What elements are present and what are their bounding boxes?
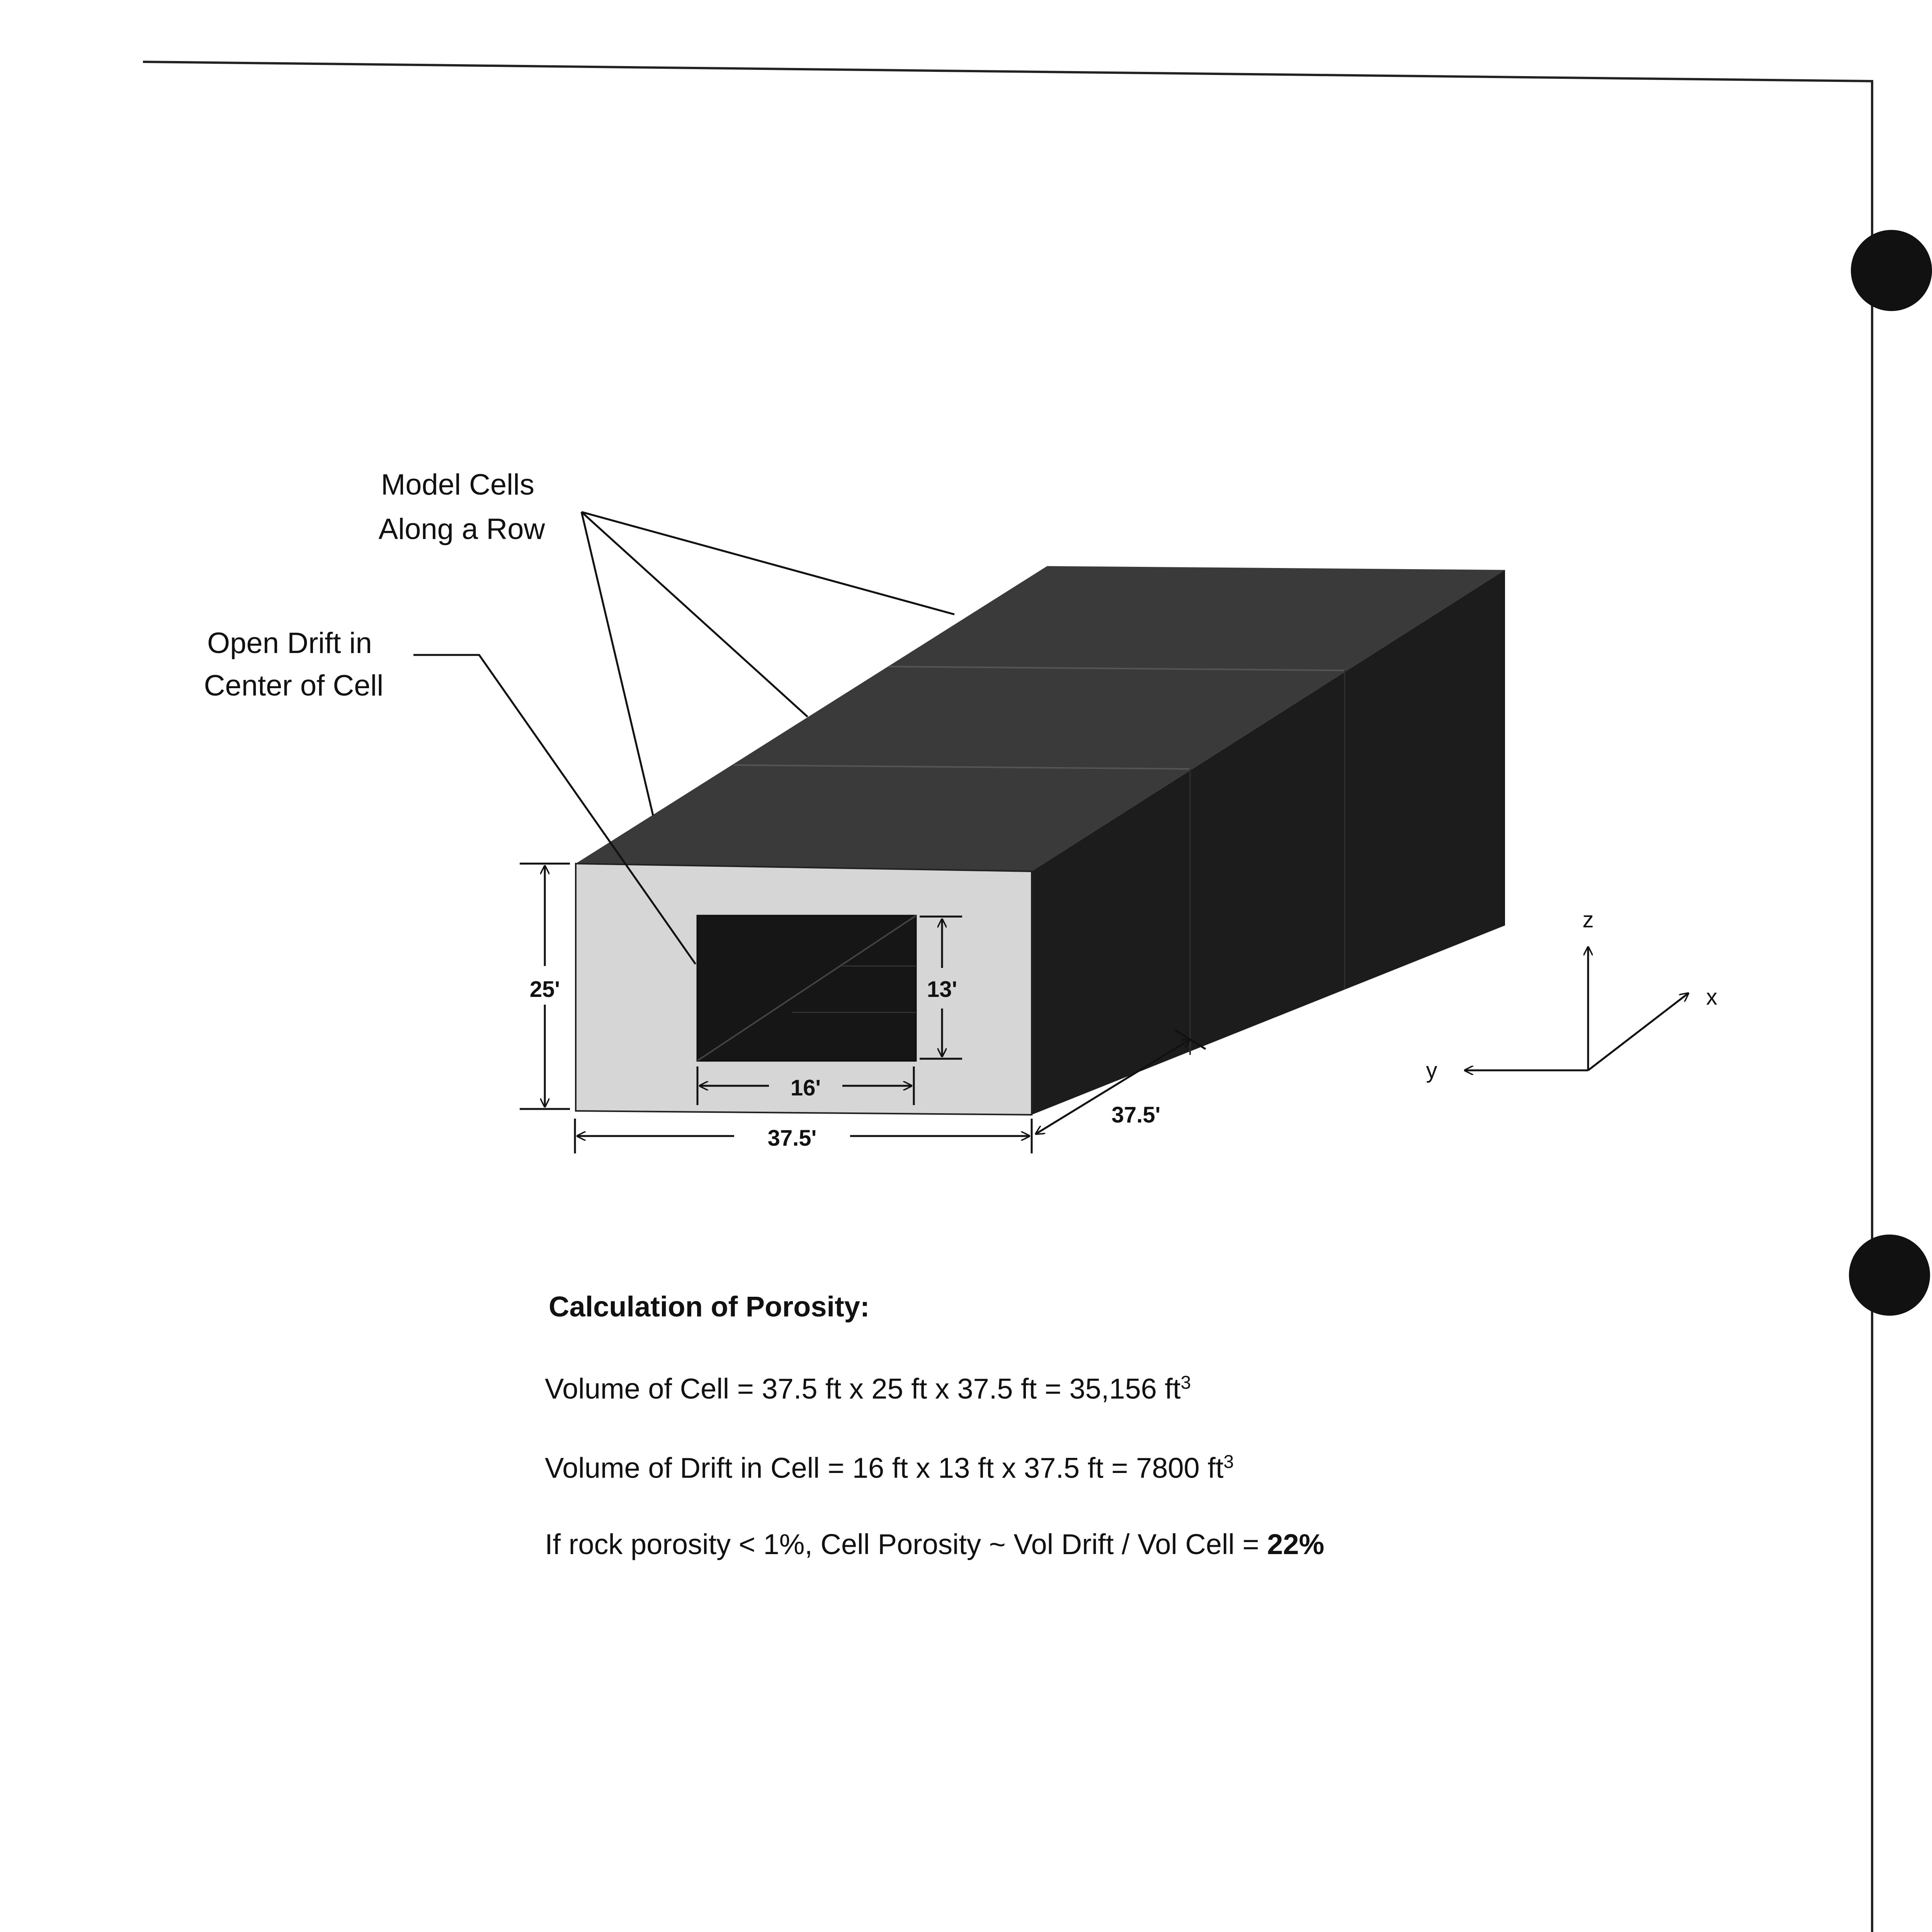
porosity-result: 22% [1267,1528,1325,1560]
drift-volume-exponent: 3 [1223,1452,1234,1472]
drift-height-label: 13' [927,977,957,1002]
drift-volume-text: Volume of Drift in Cell = 16 ft x 13 ft x 37.5 ft = 7800 ft [545,1452,1224,1484]
x-axis [1588,993,1689,1070]
open-drift-label: Open Drift in Center of Cell [204,627,384,702]
cell-volume-exponent: 3 [1180,1372,1191,1393]
z-axis-label: z [1582,907,1594,932]
x-axis-label: x [1706,985,1718,1010]
callout-leader [582,512,653,815]
drift-width-label: 16' [790,1075,821,1100]
porosity-line [545,1530,1324,1559]
cell-volume-line [545,1374,1191,1403]
y-axis-label: y [1426,1058,1437,1083]
cell-length-label: 37.5' [1111,1102,1161,1128]
drift-volume-line [545,1453,1234,1483]
model-cells-label: Model Cells Along a Row [378,468,545,546]
cell-height-label: 25' [529,977,560,1002]
punch-hole [1849,1235,1930,1316]
cell-volume-text: Volume of Cell = 37.5 ft x 25 ft x 37.5 ft = 35,156 ft [545,1372,1181,1405]
punch-hole [1851,230,1932,311]
porosity-text: If rock porosity < 1%, Cell Porosity ~ Vol Drift / Vol Cell = [545,1528,1267,1560]
cell-width-label: 37.5' [767,1126,817,1151]
calculation-title: Calculation of Porosity: [549,1291,870,1323]
